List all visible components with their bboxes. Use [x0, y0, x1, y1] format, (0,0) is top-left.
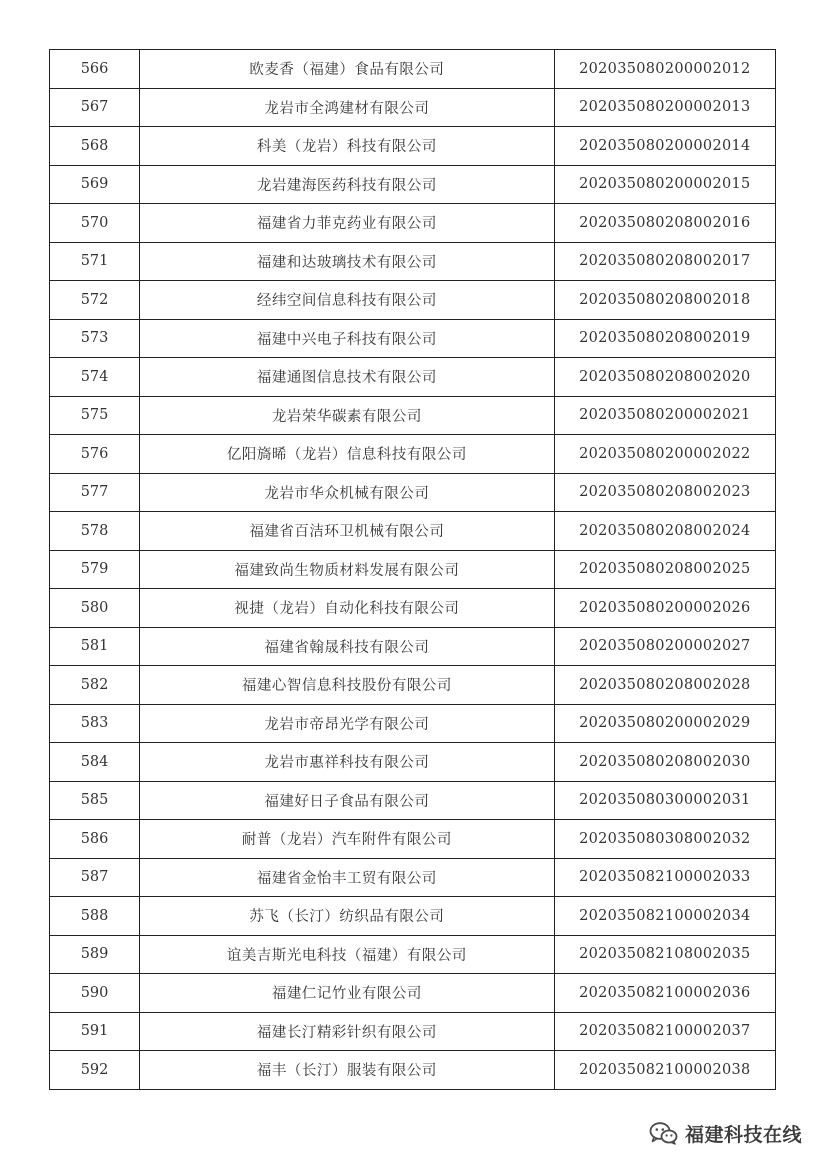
- row-number: 571: [50, 242, 140, 281]
- wechat-icon: [649, 1121, 679, 1145]
- table-row: [50, 897, 776, 936]
- registration-code: 202035080208002018: [554, 281, 775, 320]
- row-number: 574: [50, 358, 140, 397]
- registration-code: 202035080200002027: [554, 627, 775, 666]
- row-number: 590: [50, 974, 140, 1013]
- row-number: 584: [50, 743, 140, 782]
- table-row: [50, 242, 776, 281]
- registration-code: 202035080200002015: [554, 165, 775, 204]
- table-row: [50, 781, 776, 820]
- table-row: [50, 165, 776, 204]
- row-number: 578: [50, 512, 140, 551]
- company-name: 福建致尚生物质材料发展有限公司: [140, 550, 555, 589]
- registration-code: 202035080200002022: [554, 435, 775, 474]
- registration-code: 202035080208002020: [554, 358, 775, 397]
- registration-code: 202035080208002023: [554, 473, 775, 512]
- registration-code: 202035080208002017: [554, 242, 775, 281]
- row-number: 581: [50, 627, 140, 666]
- registration-code: 202035080308002032: [554, 820, 775, 859]
- table-row: [50, 435, 776, 474]
- row-number: 588: [50, 897, 140, 936]
- row-number: 567: [50, 88, 140, 127]
- row-number: 585: [50, 781, 140, 820]
- company-name: 福建通图信息技术有限公司: [140, 358, 555, 397]
- table-row: [50, 281, 776, 320]
- table-row: [50, 204, 776, 243]
- row-number: 586: [50, 820, 140, 859]
- company-name: 福建省力菲克药业有限公司: [140, 204, 555, 243]
- company-name: 福丰（长汀）服装有限公司: [140, 1051, 555, 1090]
- registration-code: 202035080208002030: [554, 743, 775, 782]
- company-name: 龙岩市惠祥科技有限公司: [140, 743, 555, 782]
- registration-code: 202035080200002014: [554, 127, 775, 166]
- registration-code: 202035080200002012: [554, 50, 775, 89]
- row-number: 580: [50, 589, 140, 628]
- row-number: 575: [50, 396, 140, 435]
- registration-code: 202035080208002025: [554, 550, 775, 589]
- table-row: [50, 319, 776, 358]
- company-name: 福建和达玻璃技术有限公司: [140, 242, 555, 281]
- company-name: 科美（龙岩）科技有限公司: [140, 127, 555, 166]
- registration-code: 202035082100002037: [554, 1012, 775, 1051]
- company-name: 龙岩市全鸿建材有限公司: [140, 88, 555, 127]
- table-row: [50, 88, 776, 127]
- company-name: 视捷（龙岩）自动化科技有限公司: [140, 589, 555, 628]
- company-name: 龙岩荣华碳素有限公司: [140, 396, 555, 435]
- company-name: 龙岩市华众机械有限公司: [140, 473, 555, 512]
- table-row: [50, 512, 776, 551]
- row-number: 570: [50, 204, 140, 243]
- company-name: 福建长汀精彩针织有限公司: [140, 1012, 555, 1051]
- company-name: 福建好日子食品有限公司: [140, 781, 555, 820]
- table-row: [50, 935, 776, 974]
- row-number: 577: [50, 473, 140, 512]
- table-row: [50, 589, 776, 628]
- company-name: 亿阳旖晞（龙岩）信息科技有限公司: [140, 435, 555, 474]
- registration-code: 202035082100002033: [554, 858, 775, 897]
- company-name: 欧麦香（福建）食品有限公司: [140, 50, 555, 89]
- registration-code: 202035082108002035: [554, 935, 775, 974]
- table-row: [50, 820, 776, 859]
- table-row: [50, 1012, 776, 1051]
- table-body: [50, 50, 776, 1090]
- table-row: [50, 127, 776, 166]
- table-row: [50, 550, 776, 589]
- row-number: 572: [50, 281, 140, 320]
- company-name: 福建省翰晟科技有限公司: [140, 627, 555, 666]
- registration-code: 202035082100002034: [554, 897, 775, 936]
- table-row: [50, 358, 776, 397]
- registration-code: 202035080208002028: [554, 666, 775, 705]
- registration-code: 202035080200002013: [554, 88, 775, 127]
- watermark-text: 福建科技在线: [684, 1123, 802, 1146]
- row-number: 582: [50, 666, 140, 705]
- row-number: 589: [50, 935, 140, 974]
- table-row: [50, 50, 776, 89]
- row-number: 587: [50, 858, 140, 897]
- company-name: 龙岩市帝昂光学有限公司: [140, 704, 555, 743]
- registration-code: 202035080208002016: [554, 204, 775, 243]
- company-name: 福建省百洁环卫机械有限公司: [140, 512, 555, 551]
- row-number: 591: [50, 1012, 140, 1051]
- table-row: [50, 666, 776, 705]
- table-row: [50, 704, 776, 743]
- company-name: 福建仁记竹业有限公司: [140, 974, 555, 1013]
- row-number: 579: [50, 550, 140, 589]
- table-row: [50, 743, 776, 782]
- registration-code: 202035082100002036: [554, 974, 775, 1013]
- company-list-table: [49, 49, 776, 1090]
- row-number: 576: [50, 435, 140, 474]
- registration-code: 202035082100002038: [554, 1051, 775, 1090]
- registration-code: 202035080300002031: [554, 781, 775, 820]
- registration-code: 202035080200002029: [554, 704, 775, 743]
- row-number: 583: [50, 704, 140, 743]
- row-number: 573: [50, 319, 140, 358]
- table-row: [50, 974, 776, 1013]
- company-name: 耐普（龙岩）汽车附件有限公司: [140, 820, 555, 859]
- row-number: 569: [50, 165, 140, 204]
- registration-code: 202035080208002019: [554, 319, 775, 358]
- company-name: 谊美吉斯光电科技（福建）有限公司: [140, 935, 555, 974]
- table-row: [50, 1051, 776, 1090]
- company-name: 龙岩建海医药科技有限公司: [140, 165, 555, 204]
- table-row: [50, 396, 776, 435]
- company-name: 苏飞（长汀）纺织品有限公司: [140, 897, 555, 936]
- table-row: [50, 627, 776, 666]
- registration-code: 202035080200002026: [554, 589, 775, 628]
- watermark: [649, 1119, 802, 1147]
- company-name: 福建心智信息科技股份有限公司: [140, 666, 555, 705]
- company-name: 福建中兴电子科技有限公司: [140, 319, 555, 358]
- row-number: 592: [50, 1051, 140, 1090]
- row-number: 568: [50, 127, 140, 166]
- table-row: [50, 858, 776, 897]
- company-name: 经纬空间信息科技有限公司: [140, 281, 555, 320]
- registration-code: 202035080208002024: [554, 512, 775, 551]
- company-name: 福建省金怡丰工贸有限公司: [140, 858, 555, 897]
- row-number: 566: [50, 50, 140, 89]
- registration-code: 202035080200002021: [554, 396, 775, 435]
- table-row: [50, 473, 776, 512]
